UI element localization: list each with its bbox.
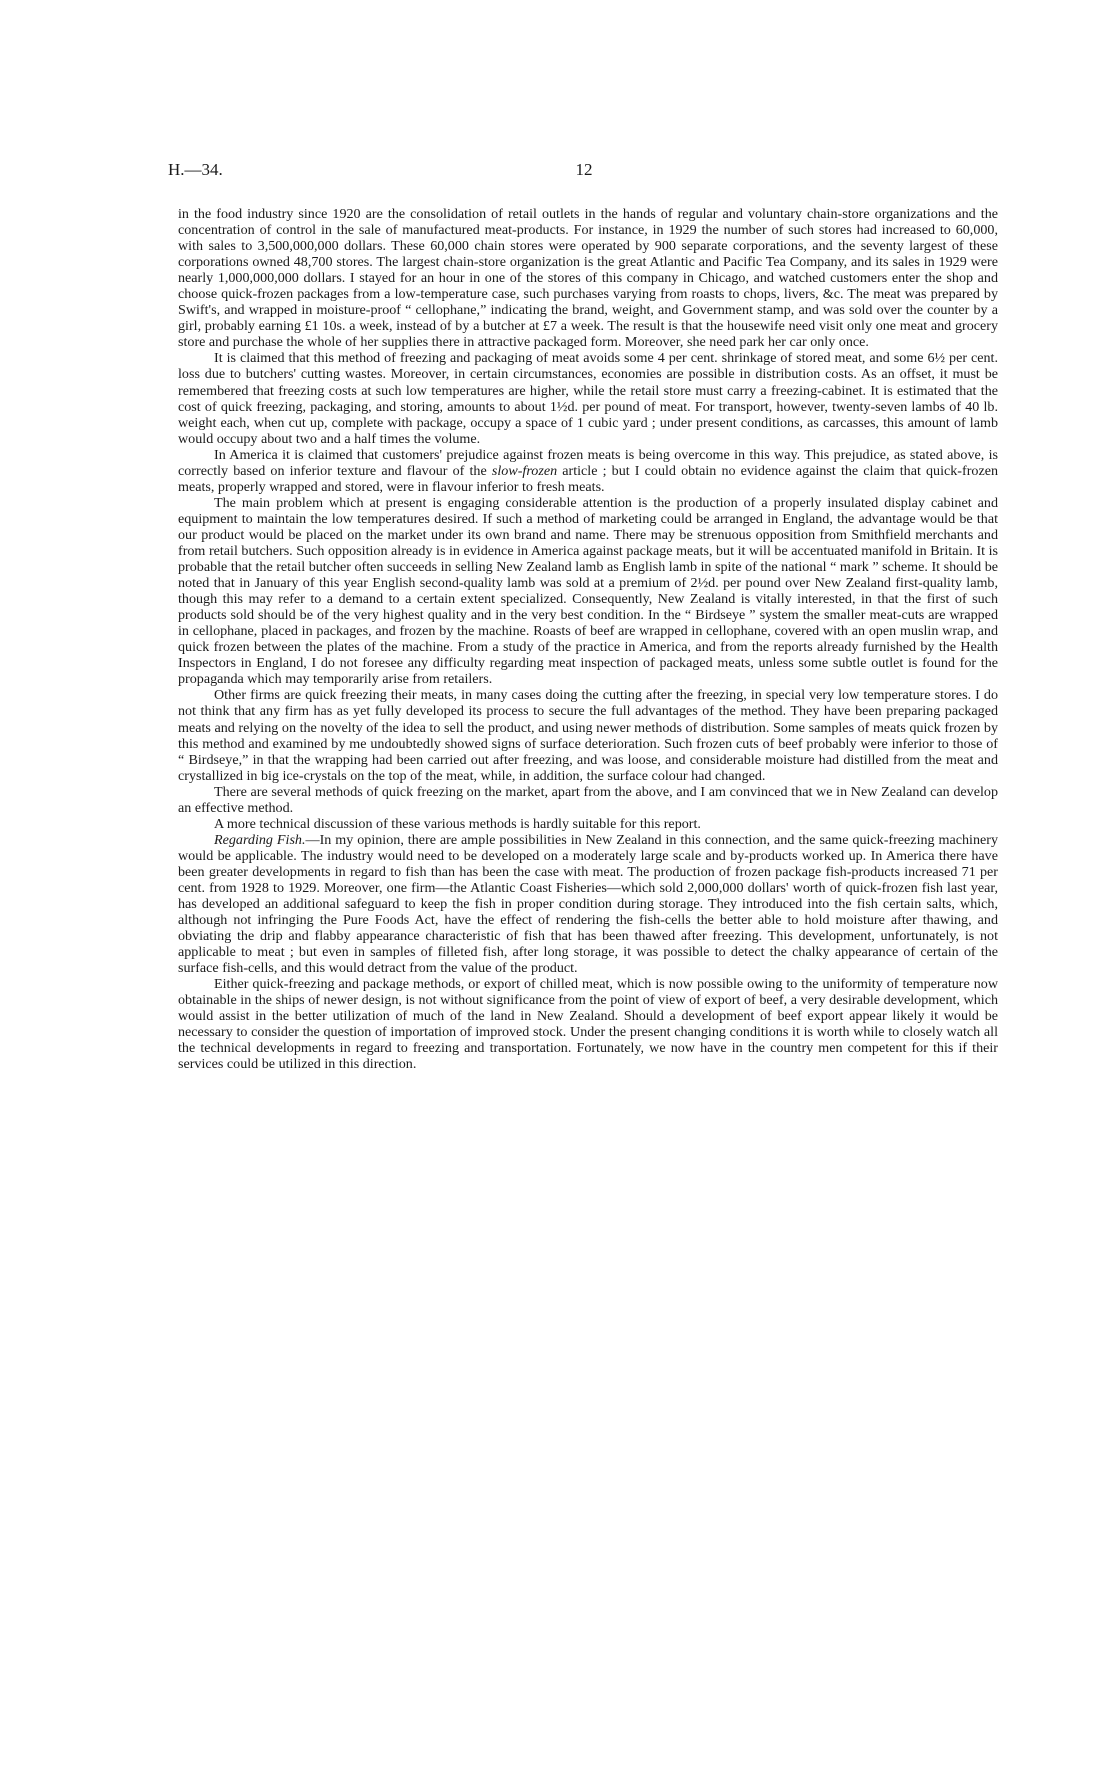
paragraph-chain-stores: in the food industry since 1920 are the consolidation of retail outlets in the hands of regular and voluntary chain-store organizations and the concentration of control in the sale of manufactured meat-products. For instance, in 1929 the number of such stores had increased to 60,000, with sales to 3,500,000,000 dollars. These 60,000 chain stores were operated by 900 separate corporations, and the seventy largest of these corporations owned 48,700 stores. The largest chain-store organization is the great Atlantic and Pacific Tea Company, and its sales in 1929 were nearly 1,000,000,000 dollars. I stayed for an hour in one of the stores of this company in Chicago, and watched customers enter the shop and choose quick-frozen packages from a low-temperature case, such purchases varying from roasts to chops, livers, &c. The meat was prepared by Swift's, and wrapped in moisture-proof “ cellophane,” indicating the brand, weight, and Government stamp, and was sold over the counter by a girl, probably earning £1 10s. a week, instead of by a butcher at £7 a week. The result is that the housewife need visit only one meat and grocery store and purchase the whole of her supplies there in attractive packaged form. Moreover, she need park her car only once. [178,206,998,351]
emphasis-slow-frozen: slow-frozen [491,462,558,479]
paragraph-shrinkage: It is claimed that this method of freezing and packaging of meat avoids some 4 per cent. shrinkage of stored meat, and some 6½ per cent. loss due to butchers' cutting wastes. Moreover, in certain circumstances, economies are possible in distribution costs. As an offset, it must be remembered that freezing costs at such low temperatures are higher, while the retail store must carry a freezing-cabinet. It is estimated that the cost of quick freezing, packaging, and storing, amounts to about 1½d. per pound of meat. For transport, however, twenty-seven lambs of 40 lb. weight each, when cut up, complete with package, occupy a space of 1 cubic yard ; under present conditions, as carcasses, this amount of lamb would occupy about two and a half times the volume. [178,350,998,447]
page-header [168,160,1000,186]
paragraph-prejudice [178,447,998,495]
paragraph-other-firms: Other firms are quick freezing their meats, in many cases doing the cutting after the freezing, in special very low temperature stores. I do not think that any firm has as yet fully developed its process to secure the full advantages of the method. They have been preparing packaged meats and relying on the novelty of the idea to sell the product, and using newer methods of distribution. Some samples of meats quick frozen by this method and examined by me undoubtedly showed signs of surface deterioration. Such frozen cuts of beef probably were inferior to those of “ Birdseye,” in that the wrapping had been carried out after freezing, and was loose, and considerable moisture had distilled from the meat and crystallized in big ice-crystals on the top of the meat, while, in addition, the surface colour had changed. [178,687,998,784]
paragraph-regarding-fish-text: —In my opinion, there are ample possibilities in New Zealand in this connection, and the same quick-freezing machinery would be applicable. The industry would need to be developed on a moderately large scale and by-products worked up. In America there have been greater developments in regard to fish than has been the case with meat. The production of frozen package fish-products increased 71 per cent. from 1928 to 1929. Moreover, one firm—the Atlantic Coast Fisheries—which sold 2,000,000 dollars' worth of quick-frozen fish last year, has developed an additional safeguard to keep the fish in proper condition during storage. They introduced into the fish certain salts, which, although not infringing the Pure Foods Act, have the effect of rendering the fish-cells the better able to hold moisture after thawing, and obviating the drip and flabby appearance characteristic of fish that has been thawed after freezing. This development, unfortunately, is not applicable to meat ; but even in samples of filleted fish, after long storage, it was possible to detect the chalky appearance of certain of the surface fish-cells, and this would detract from the value of the product. [178,831,998,977]
document-id: H.—34. [168,160,223,179]
paragraph-several-methods: There are several methods of quick freezing on the market, apart from the above, and I am convinced that we in New Zealand can develop an effective method. [178,783,998,816]
paragraph-regarding-fish [178,832,998,976]
section-lead-regarding-fish: Regarding Fish. [214,831,306,848]
page-number: 12 [575,160,593,179]
paragraph-display-cabinet: The main problem which at present is engaging considerable attention is the production of a properly insulated display cabinet and equipment to maintain the low temperatures desired. If such a method of marketing could be arranged in England, the advantage would be that our product would be placed on the market under its own brand and name. There may be strenuous opposition from Smithfield merchants and from retail butchers. Such opposition already is in evidence in America against package meats, but it will be accentuated manifold in Britain. It is probable that the retail butcher often succeeds in selling New Zealand lamb as English lamb in spite of the national “ mark ” scheme. It should be noted that in January of this year English second-quality lamb was sold at a premium of 2½d. per pound over New Zealand first-quality lamb, though this may refer to a demand to a certain extent specialized. Consequently, New Zealand is vitally interested, in that the first of such products sold should be of the very highest quality and in the very best condition. In the “ Birdseye ” system the smaller meat-cuts are wrapped in cellophane, placed in packages, and frozen by the machine. Roasts of beef are wrapped in cellophane, covered with an open muslin wrap, and quick frozen between the plates of the machine. From a study of the practice in America, and from the reports already furnished by the Health Inspectors in England, I do not foresee any difficulty regarding meat inspection of packaged meats, unless some subtle outlet is found for the propaganda which may temporarily arise from retailers. [178,494,998,688]
paragraph-export-beef: Either quick-freezing and package methods, or export of chilled meat, which is now possible owing to the uniformity of temperature now obtainable in the ships of newer design, is not without significance from the point of view of export of beef, a very desirable development, which would assist in the better utilization of much of the land in New Zealand. Should a development of beef export appear likely it would be necessary to consider the question of importation of improved stock. Under the present changing conditions it is worth while to closely watch all the technical developments in regard to freezing and transportation. Fortunately, we now have in the country men competent for this if their services could be utilized in this direction. [178,976,998,1073]
paragraph-technical-discussion: A more technical discussion of these various methods is hardly suitable for this report. [214,815,701,832]
body-text [178,206,998,1073]
paragraph-prejudice-text-2: article ; but I could obtain no evidence against the claim that quick-frozen meats, properly wrapped and stored, were in flavour inferior to fresh meats. [178,462,998,495]
paragraph-prejudice-text-1: In America it is claimed that customers' prejudice against frozen meats is being overcome in this way. This prejudice, as stated above, is correctly based on inferior texture and flavour of the [178,446,998,479]
